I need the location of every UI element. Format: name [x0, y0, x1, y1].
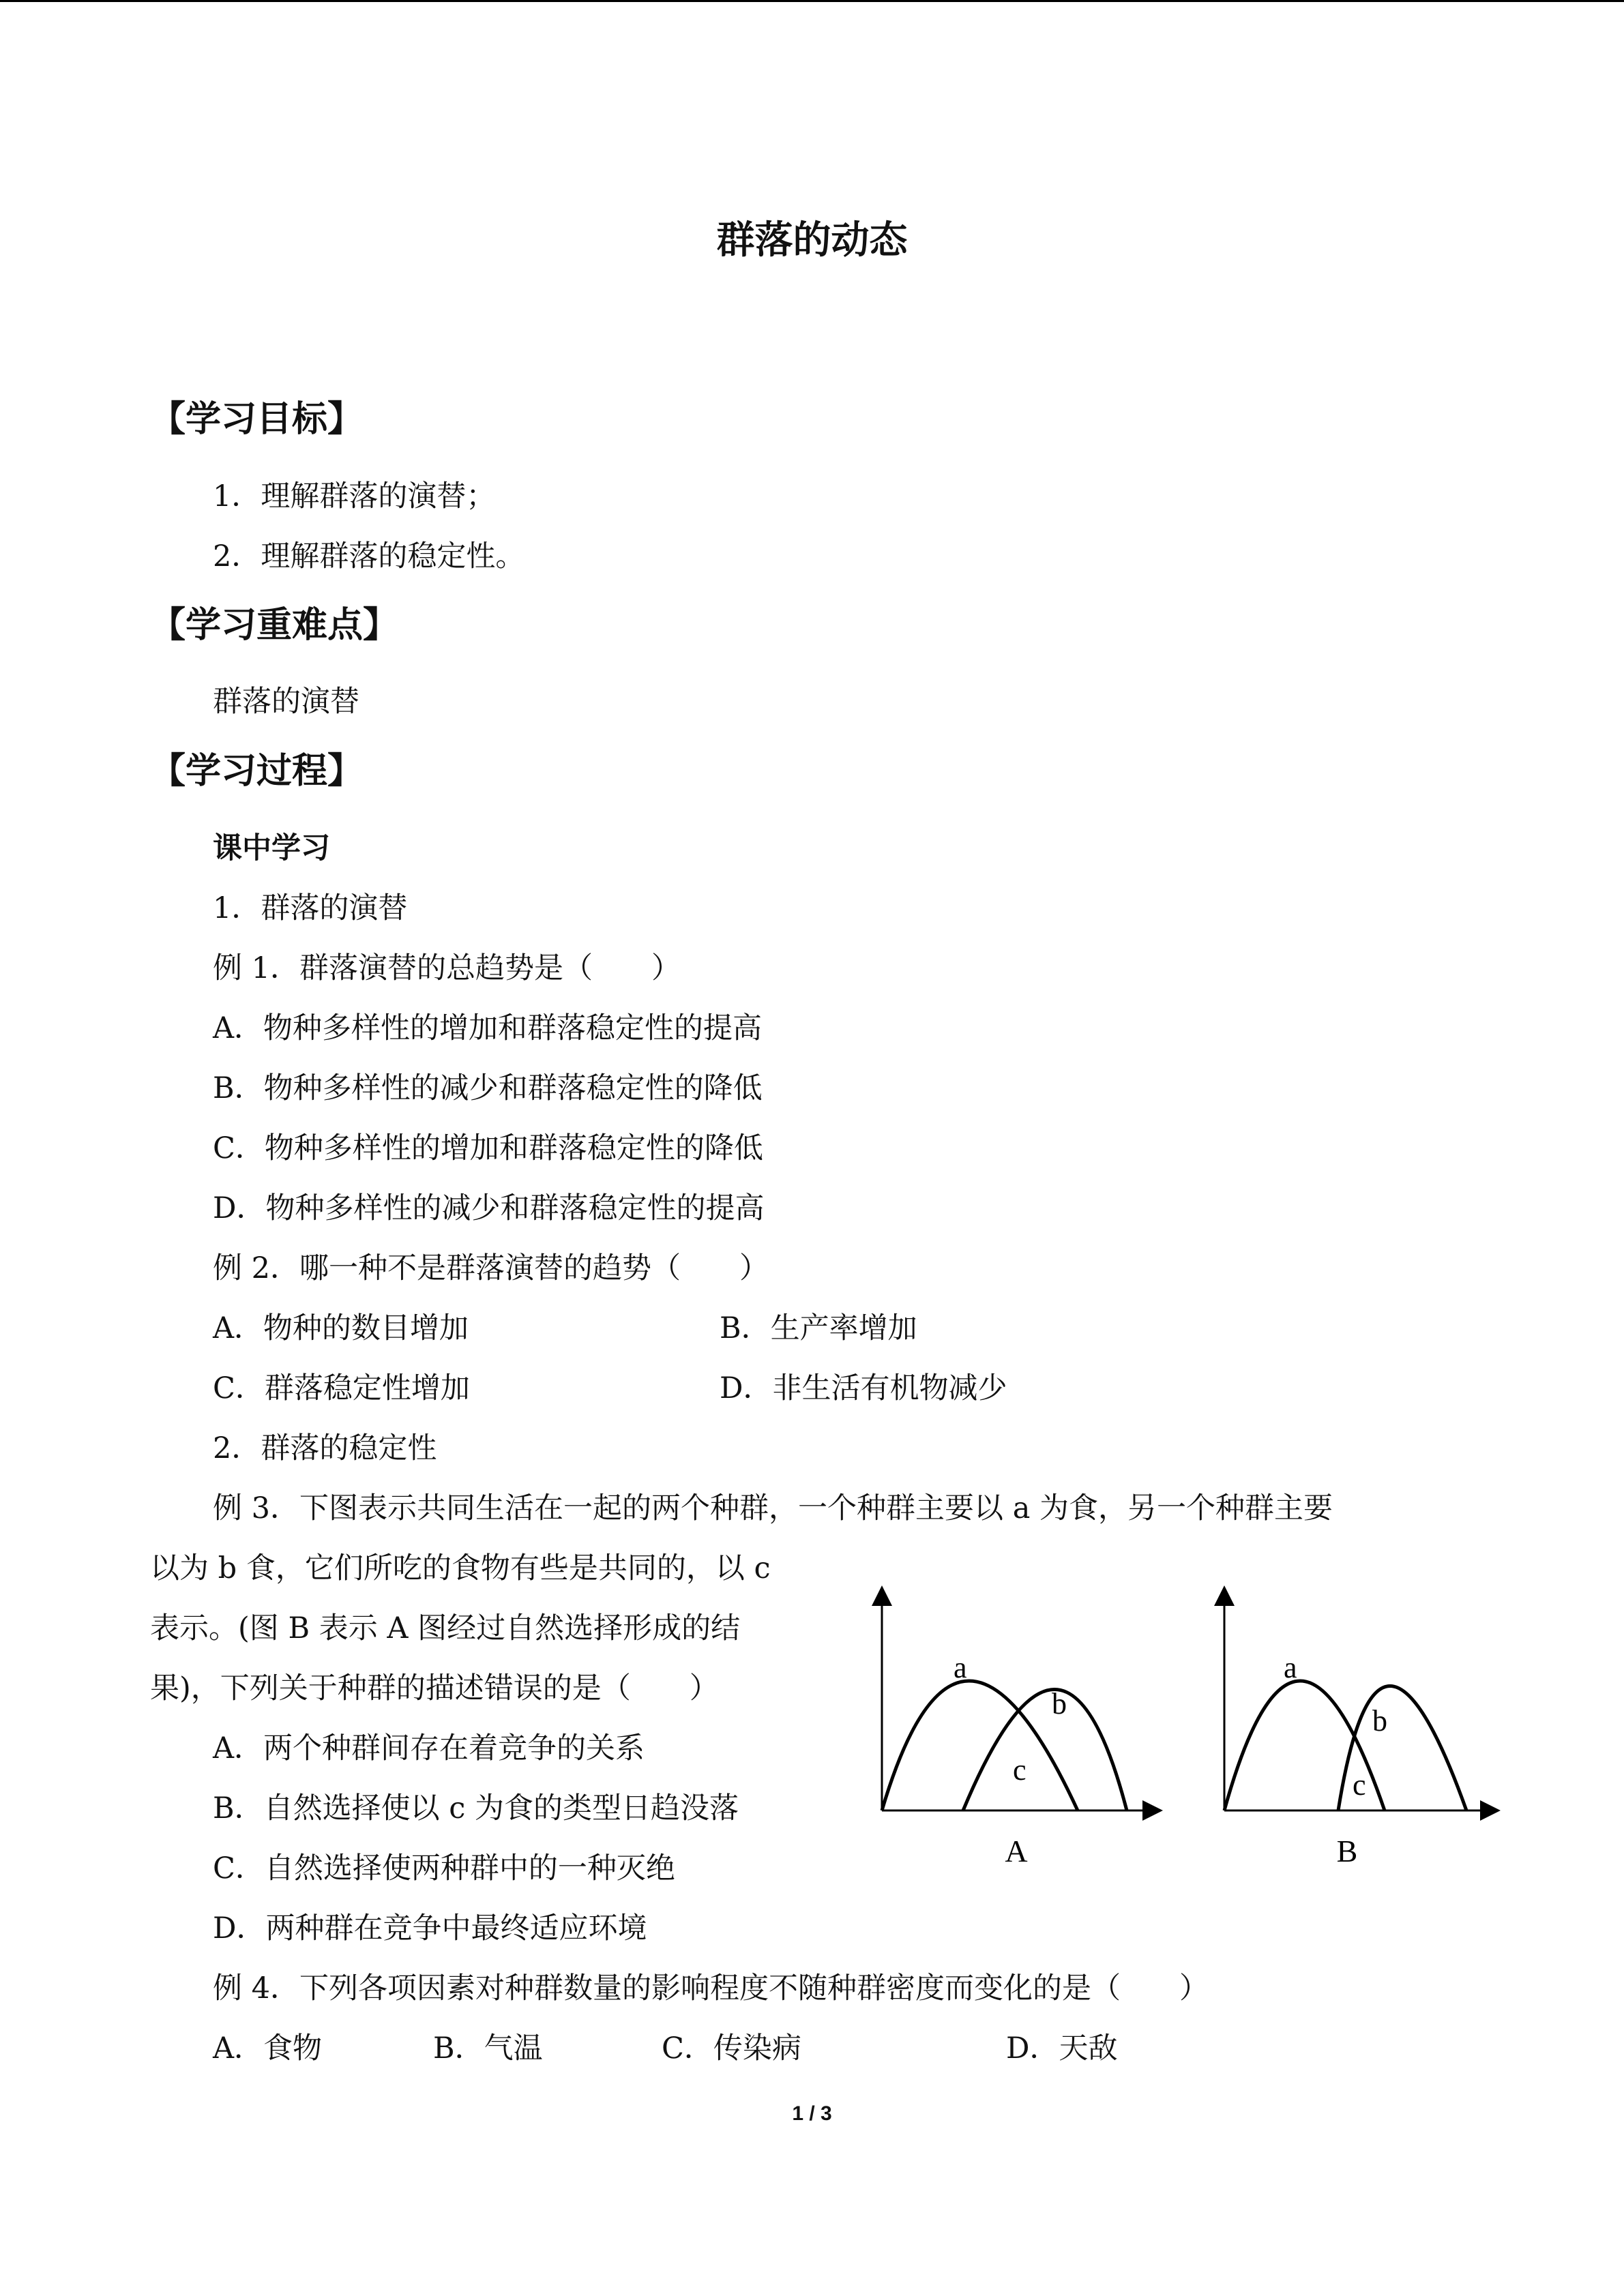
example4-question: 例 4．下列各项因素对种群数量的影响程度不随种群密度而变化的是（ ） — [213, 1971, 1209, 2006]
panel-a — [882, 1596, 1153, 1868]
example3-line2: 以为 b 食，它们所吃的食物有些是共同的，以 c — [150, 1551, 771, 1585]
example1-option-a: A．物种多样性的增加和群落稳定性的提高 — [213, 1011, 763, 1045]
panel-a-label-c: c — [1013, 1753, 1027, 1787]
example3-option-d: D．两种群在竞争中最终适应环境 — [213, 1911, 647, 1945]
example1-option-b: B．物种多样性的减少和群落稳定性的降低 — [213, 1071, 763, 1105]
example2-option-a: A．物种的数目增加 — [213, 1311, 469, 1345]
panel-b — [1224, 1596, 1490, 1868]
page-title: 群落的动态 — [716, 218, 908, 263]
example1-question: 例 1．群落演替的总趋势是（ ） — [213, 951, 681, 985]
page-number: 1 / 3 — [792, 2102, 832, 2125]
panel-a-label-b: b — [1052, 1687, 1067, 1720]
objective-item: 1．理解群落的演替； — [213, 479, 496, 513]
panel-b-caption: B — [1336, 1834, 1358, 1868]
process-heading: 【学习过程】 — [150, 751, 364, 792]
example4-option-a: A．食物 — [213, 2031, 323, 2066]
example2-option-c: C．群落稳定性增加 — [213, 1371, 470, 1405]
top-border — [0, 0, 1624, 2]
part2-heading: 2．群落的稳定性 — [213, 1431, 437, 1465]
example1-option-d: D．物种多样性的减少和群落稳定性的提高 — [213, 1191, 765, 1225]
panel-a-label-a: a — [954, 1651, 967, 1684]
panel-b-label-b: b — [1372, 1704, 1387, 1738]
example3-option-a: A．两个种群间存在着竞争的关系 — [213, 1731, 645, 1765]
panel-a-caption: A — [1005, 1834, 1028, 1868]
example2-option-b: B．生产率增加 — [720, 1311, 917, 1345]
keypoints-text: 群落的演替 — [213, 685, 359, 719]
class-learning-label: 课中学习 — [213, 831, 330, 865]
example4-option-b: B．气温 — [433, 2031, 543, 2066]
example2-option-d: D．非生活有机物减少 — [720, 1371, 1007, 1405]
keypoints-heading: 【学习重难点】 — [150, 605, 399, 646]
example3-line4: 果)，下列关于种群的描述错误的是（ ） — [150, 1671, 719, 1705]
competition-figure — [853, 1575, 1507, 1889]
panel-a-curve-a — [882, 1681, 1078, 1810]
example3-line1: 例 3．下图表示共同生活在一起的两个种群，一个种群主要以 a 为食，另一个种群主要 — [213, 1491, 1333, 1525]
part1-heading: 1．群落的演替 — [213, 891, 408, 925]
example3-option-b: B．自然选择使以 c 为食的类型日趋没落 — [213, 1791, 739, 1825]
example3-option-c: C．自然选择使两种群中的一种灭绝 — [213, 1851, 675, 1885]
example2-question: 例 2．哪一种不是群落演替的趋势（ ） — [213, 1251, 769, 1285]
example4-option-c: C．传染病 — [662, 2031, 801, 2066]
objective-item: 2．理解群落的稳定性。 — [213, 539, 525, 573]
example3-line3: 表示。(图 B 表示 A 图经过自然选择形成的结 — [150, 1611, 741, 1645]
panel-b-label-a: a — [1284, 1651, 1297, 1684]
panel-b-label-c: c — [1353, 1768, 1366, 1802]
objectives-heading: 【学习目标】 — [150, 399, 364, 440]
example1-option-c: C．物种多样性的增加和群落稳定性的降低 — [213, 1131, 763, 1165]
example4-option-d: D．天敌 — [1006, 2031, 1118, 2066]
